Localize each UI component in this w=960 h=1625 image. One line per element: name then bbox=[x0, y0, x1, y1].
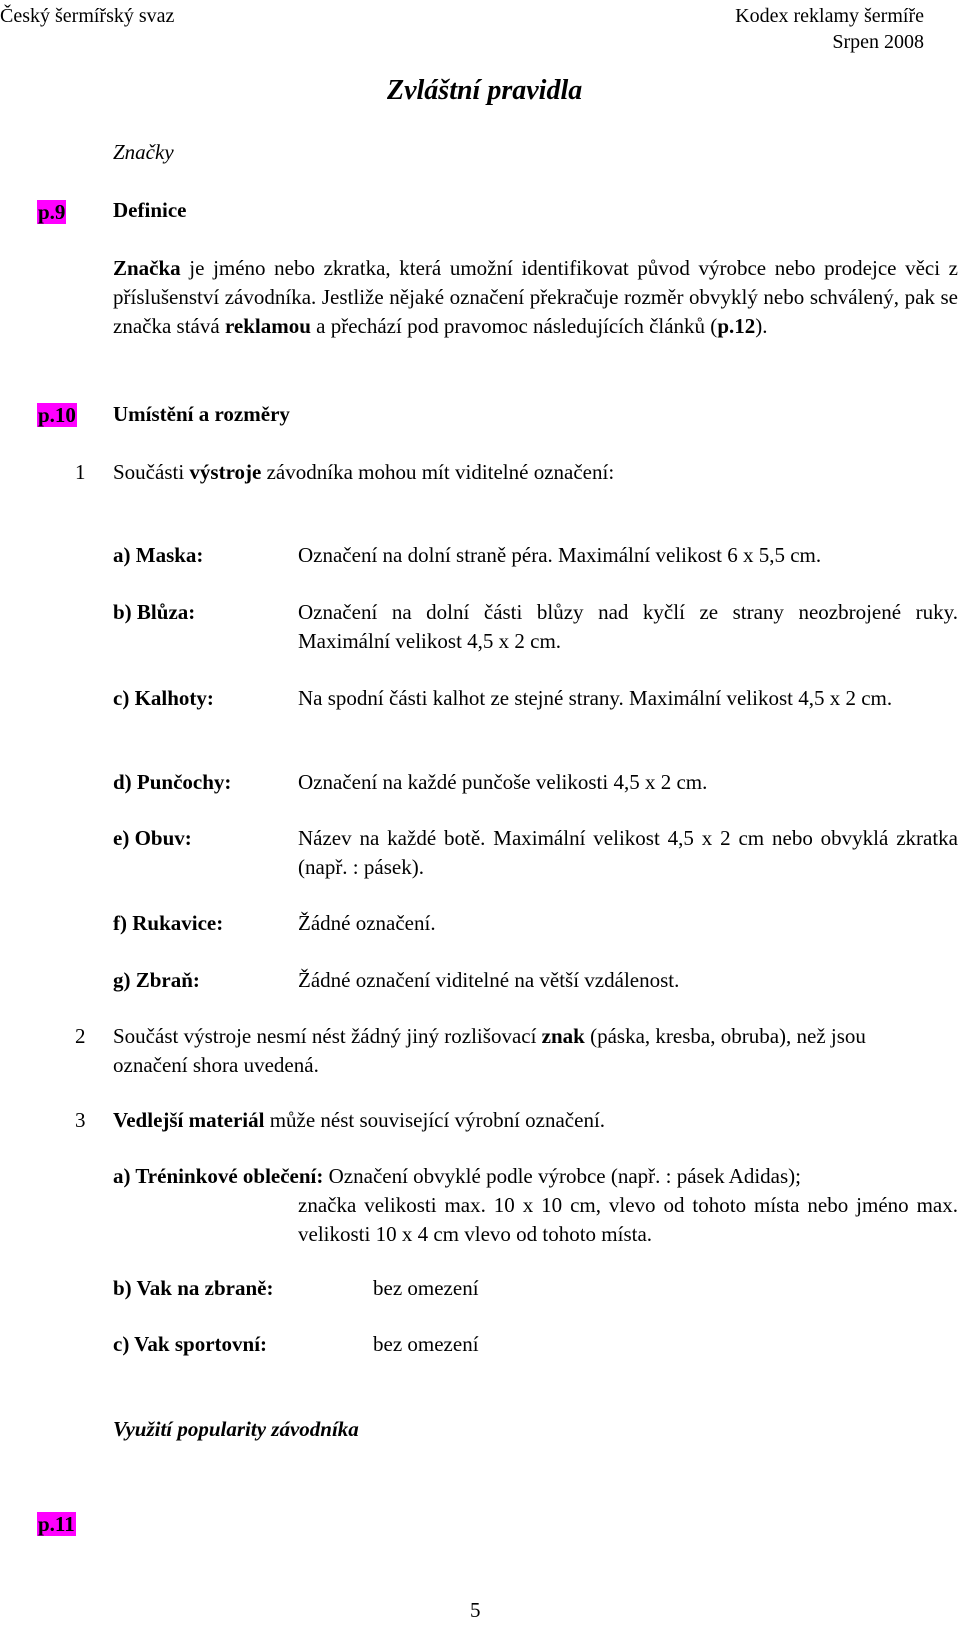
text-segment: (páska, kresba, obruba), než jsou označení shora uvedená. bbox=[113, 1024, 866, 1077]
page-title: Zvláštní pravidla bbox=[387, 75, 583, 106]
training-line-1 bbox=[113, 1162, 801, 1191]
reference-p12: p.12 bbox=[717, 314, 756, 338]
article-marker-p9: p.9 bbox=[38, 200, 66, 224]
equipment-label-puncochy: d) Punčochy: bbox=[113, 770, 232, 794]
item-number-1: 1 bbox=[75, 460, 86, 484]
article-heading-definice: Definice bbox=[113, 198, 187, 222]
definition-paragraph bbox=[113, 254, 958, 341]
equipment-text-obuv: Název na každé botě. Maximální velikost 4,5 x 2 cm nebo obvyklá zkratka (např. : pásek). bbox=[298, 826, 958, 879]
section-heading-popularity: Využití popularity závodníka bbox=[113, 1417, 359, 1441]
bag-weapon-text: bez omezení bbox=[373, 1276, 479, 1300]
training-text-continuation: značka velikosti max. 10 x 10 cm, vlevo od tohoto místa nebo jméno max. velikosti 10 x 4 cm vlevo od tohoto místa. bbox=[298, 1193, 958, 1246]
bag-sport-text: bez omezení bbox=[373, 1332, 479, 1356]
bold-term-znacka: Značka bbox=[113, 256, 181, 280]
header-date: Srpen 2008 bbox=[832, 31, 924, 53]
training-label: a) Tréninkové oblečení: bbox=[113, 1164, 324, 1188]
text-segment: závodníka mohou mít viditelné označení: bbox=[261, 460, 615, 484]
equipment-label-maska: a) Maska: bbox=[113, 543, 204, 567]
equipment-text-bluza: Označení na dolní části blůzy nad kyčlí ze strany neozbrojené ruky. Maximální velikost 4,5 x 2 cm. bbox=[298, 600, 958, 653]
equipment-text-zbran: Žádné označení viditelné na větší vzdálenost. bbox=[298, 968, 680, 992]
equipment-text-puncochy: Označení na každé punčoše velikosti 4,5 x 2 cm. bbox=[298, 770, 708, 794]
bag-weapon-label: b) Vak na zbraně: bbox=[113, 1276, 274, 1300]
equipment-label-rukavice: f) Rukavice: bbox=[113, 911, 224, 935]
equipment-label-bluza: b) Blůza: bbox=[113, 600, 196, 624]
section-heading-znacky: Značky bbox=[113, 140, 174, 164]
equipment-label-zbran: g) Zbraň: bbox=[113, 968, 200, 992]
bold-term-reklama: reklamou bbox=[224, 314, 311, 338]
equipment-text-rukavice: Žádné označení. bbox=[298, 911, 436, 935]
text-segment: Součásti bbox=[113, 460, 190, 484]
equipment-label-obuv: e) Obuv: bbox=[113, 826, 192, 850]
header-org: Český šermířský svaz bbox=[0, 5, 175, 27]
text-segment: a přechází pod pravomoc následujících článků ( bbox=[310, 314, 718, 338]
item-1-text bbox=[113, 458, 614, 487]
text-segment: Součást výstroje nesmí nést žádný jiný rozlišovací bbox=[113, 1024, 542, 1048]
text-segment: je jméno nebo zkratka, která umožní identifikovat původ výrobce nebo prodejce věci z příslušenství závodníka. Jestliže nějaké označení překračuje rozměr obvyklý nebo schválený, pak se značka stává bbox=[113, 256, 958, 338]
article-heading-umisteni: Umístění a rozměry bbox=[113, 402, 290, 426]
item-number-3: 3 bbox=[75, 1108, 86, 1132]
bold-term-znak: znak bbox=[541, 1024, 585, 1048]
equipment-label-kalhoty: c) Kalhoty: bbox=[113, 686, 214, 710]
bold-term-vedlejsi-material: Vedlejší materiál bbox=[113, 1108, 265, 1132]
equipment-text-maska: Označení na dolní straně péra. Maximální velikost 6 x 5,5 cm. bbox=[298, 543, 822, 567]
text-segment: ). bbox=[755, 314, 768, 338]
article-marker-p11: p.11 bbox=[38, 1512, 75, 1536]
header-doc-title: Kodex reklamy šermíře bbox=[735, 5, 924, 27]
bag-sport-label: c) Vak sportovní: bbox=[113, 1332, 268, 1356]
item-2-text bbox=[113, 1022, 933, 1080]
training-text-line1: Označení obvyklé podle výrobce (např. : pásek Adidas); bbox=[323, 1164, 801, 1188]
bold-term-vystroje: výstroje bbox=[189, 460, 262, 484]
article-marker-p10: p.10 bbox=[38, 403, 76, 427]
page-number: 5 bbox=[470, 1598, 481, 1622]
item-3-text bbox=[113, 1106, 605, 1135]
equipment-text-kalhoty: Na spodní části kalhot ze stejné strany. Maximální velikost 4,5 x 2 cm. bbox=[298, 686, 893, 710]
item-number-2: 2 bbox=[75, 1024, 86, 1048]
text-segment: může nést související výrobní označení. bbox=[264, 1108, 606, 1132]
